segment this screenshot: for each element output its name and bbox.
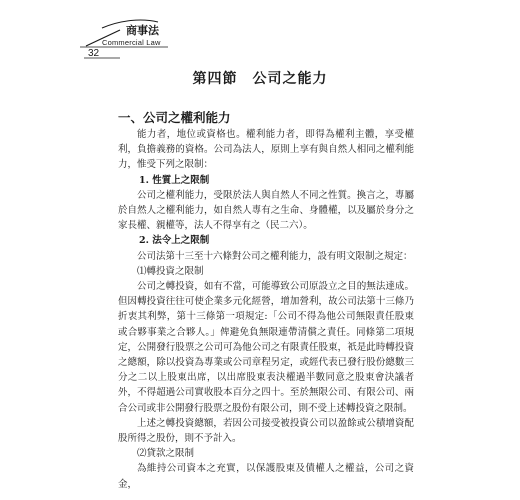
item-heading-1: ⑴轉投資之限制: [137, 265, 204, 277]
subsection-1-paragraph: 公司之權利能力，受限於法人與自然人不同之性質。換言之，專屬於自然人之權利能力，如自然人專有之生命、身體權，以及屬於身分之家長權、親權等，法人不得享有之（民二六）。: [118, 189, 414, 232]
body-text: [118, 127, 414, 492]
book-subtitle: Commercial Law: [102, 38, 161, 47]
section-heading: 一、公司之權利能力: [118, 110, 231, 125]
page-number: 32: [88, 48, 100, 59]
item-2-paragraph: 為維持公司資本之充實，以保護股東及債權人之權益，公司之資金，: [118, 463, 414, 490]
subsection-heading-2: 2. 法令上之限制: [139, 235, 210, 247]
item-1-paragraph: 公司之轉投資，如有不當，可能導致公司原設立之目的無法達成。但因轉投資往往可使企業多元化經營，增加營利，故公司法第十三條乃折衷其利弊，第十三條第一項規定:「公司不得為他公司無限責任股東或合夥事業之合夥人。」俾避免負無限連帶清償之責任。同條第二項規定，公開發行股票之公司可為他公司之有限責任股東，祇是此時轉投資之總額，除以投資為專業或公司章程另定，或經代表已發行股份總數三分之二以上股東出席，以出席股東表決權過半數同意之股東會決議者外，不得超過公司實收股本百分之四十。至於無限公司、有限公司、兩合公司或非公開發行股票之股份有限公司，則不受上述轉投資之限制。: [118, 281, 414, 414]
book-title: 商事法: [126, 24, 159, 37]
subsection-heading-1: 1. 性質上之限制: [139, 174, 210, 186]
intro-paragraph: 能力者，地位或資格也。權利能力者，即得為權利主體，享受權利，負擔義務的資格。公司為法人，原則上享有與自然人相同之權利能力，惟受下列之限制：: [118, 129, 414, 171]
chapter-title: 第四節 公司之能力: [192, 71, 328, 87]
item-heading-2: ⑵貸款之限制: [137, 448, 195, 460]
subsection-2-paragraph: 公司法第十三至十六條對公司之權利能力，設有明文限制之規定：: [137, 250, 413, 262]
running-header: [80, 16, 170, 60]
item-1-paragraph-2: 上述之轉投資總額，若因公司接受被投資公司以盈餘或公積增資配股所得之股份，則不予計入。: [118, 417, 414, 445]
